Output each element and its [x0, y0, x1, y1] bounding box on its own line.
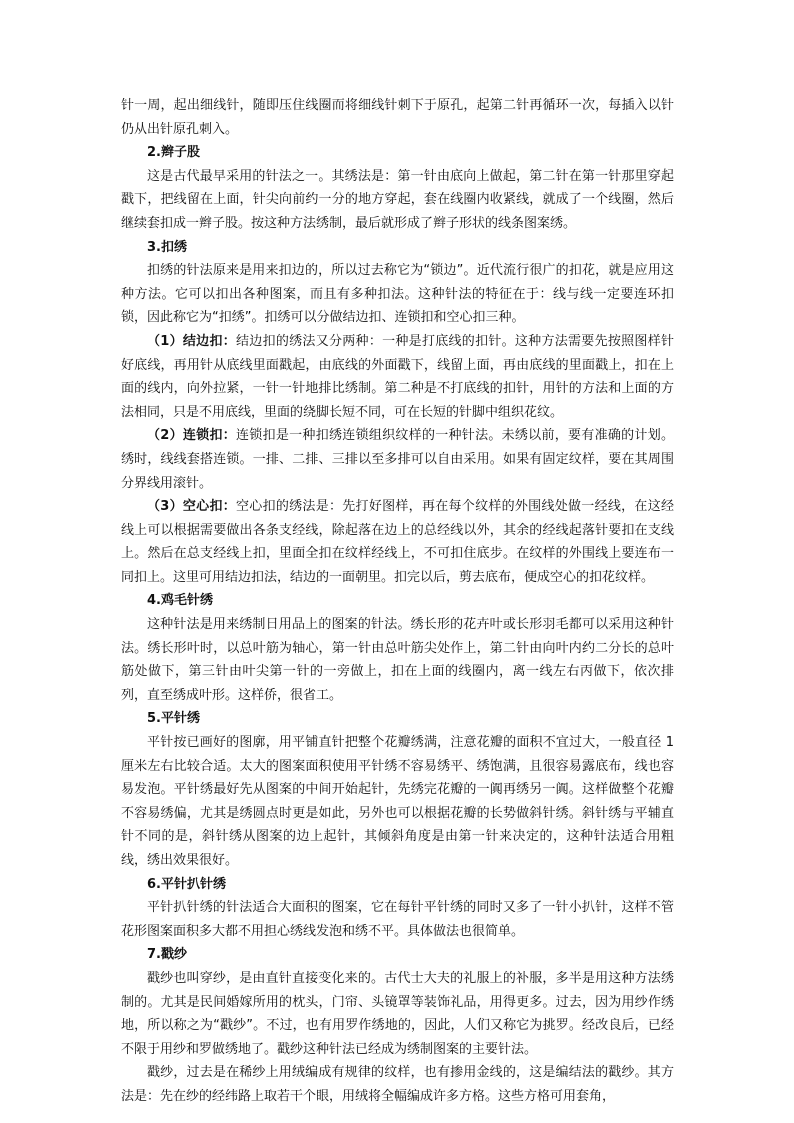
subsection-2 [121, 424, 674, 495]
subsection-3 [121, 495, 674, 589]
section-heading-7: 7.戳纱 [147, 947, 187, 963]
section-heading-6: 6.平针扒针绣 [147, 876, 226, 892]
paragraph: 戳纱也叫穿纱，是由直针直接变化来的。古代士大夫的礼服上的补服，多半是用这种方法绣制的。尤其是民间婚嫁所用的枕头，门帘、头镜罩等装饰礼品，用得更多。过去，因为用纱作绣地，所以称之为“戳纱”。不过，也有用罗作绣地的，因此，人们又称它为挑罗。经改良后，已经不限于用纱和罗做绣地了。戳纱这种针法已经成为绣制图案的主要针法。 [121, 970, 674, 1057]
paragraph: 扣绣的针法原来是用来扣边的，所以过去称它为“锁边”。近代流行很广的扣花，就是应用这种方法。它可以扣出各种图案，而且有多种扣法。这种针法的特征在于：线与线一定要连环扣锁，因此称它为“扣绣”。扣绣可以分做结边扣、连锁扣和空心扣三种。 [121, 263, 674, 326]
paragraph: 这种针法是用来绣制日用品上的图案的针法。绣长形的花卉叶或长形羽毛都可以采用这种针法。绣长形叶时，以总叶筋为轴心，第一针由总叶筋尖处作上，第二针由向叶内约二分长的总叶筋处做下，第三针由叶尖第一针的一旁做上，扣在上面的线圈内，离一线左右丙做下，依次排列，直至绣成叶形。这样侨，很省工。 [121, 617, 674, 703]
paragraph: 平针扒针绣的针法适合大面积的图案，它在每针平针绣的同时又多了一针小扒针，这样不管花形图案面积多大都不用担心绣线发泡和绣不平。具体做法也很简单。 [121, 900, 674, 939]
subsection-label: （3）空心扣： [147, 499, 237, 515]
paragraph: 戳纱，过去是在稀纱上用绒编成有规律的纹样，也有掺用金线的，这是编结法的戳纱。其方法是：先在纱的经纬路上取若干个眼，用绒将全幅编成许多方格。这些方格可用套角， [121, 1065, 674, 1104]
paragraph: 针一周，起出细线针，随即压住线圈而将细线针刺下于原孔，起第二针再循环一次，每插入以针仍从出针原孔刺入。 [121, 98, 674, 137]
section-heading-4: 4.鸡毛针绣 [147, 593, 213, 609]
subsection-text: 连锁扣是一种扣绣连锁组织纹样的一种针法。未绣以前，要有准确的计划。绣时，线线套搭连锁。一排、二排、三排以至多排可以自由采用。如果有固定纹样，要在其周围分界线用滚针。 [121, 428, 674, 491]
paragraph: 平针按已画好的图廓，用平铺直针把整个花瓣绣满，注意花瓣的面积不宜过大，一般直径 1 厘米左右比较合适。太大的图案面积使用平针绣不容易绣平、绣饱满，且很容易露底布，线也容易发泡。平针绣最好先从图案的中间开始起针，先绣完花瓣的一阗再绣另一阗。这样做整个花瓣不容易绣偏，尤其是绣圆点时更是如此，另外也可以根据花瓣的长势做斜针绣。斜针绣与平辅直针不同的是，斜针绣从图案的边上起针，其倾斜角度是由第一针来决定的，这种针法适合用粗线，绣出效果很好。 [121, 735, 674, 868]
document-page [121, 94, 674, 1109]
subsection-label: （1）结边扣： [147, 333, 237, 349]
subsection-1 [121, 330, 674, 424]
section-heading-2: 2.辫子股 [147, 145, 200, 161]
section-heading-3: 3.扣绣 [147, 239, 187, 255]
subsection-text: 空心扣的绣法是：先打好图样，再在每个纹样的外围线处做一经线，在这经线上可以根据需要做出各条支经线，除起落在边上的总经线以外，其余的经线起落针要扣在支线上。然后在总支经线上扣，里面全扣在纹样经线上，不可扣住底步。在纹样的外围线上要连布一同扣上。这里可用结边扣法，结边的一面朝里。扣完以后，剪去底布，便成空心的扣花纹样。 [121, 499, 674, 585]
paragraph: 这是古代最早采用的针法之一。其绣法是：第一针由底向上做起，第二针在第一针那里穿起戳下，把线留在上面，针尖向前约一分的地方穿起，套在线圈内收紧线，就成了一个线圈，然后继续套扣成一辫子股。按这种方法绣制，最后就形成了辫子形状的线条图案绣。 [121, 168, 674, 231]
section-heading-5: 5.平针绣 [147, 711, 200, 727]
subsection-label: （2）连锁扣： [147, 428, 237, 444]
subsection-text: 结边扣的绣法又分两种：一种是打底线的扣针。这种方法需要先按照图样针好底线，再用针从底线里面戳起，由底线的外面戳下，线留上面，再由底线的里面戳上，扣在上面的线内，向外拉紧，一针一针地排比绣制。第二种是不打底线的扣针，用针的方法和上面的方法相同，只是不用底线，里面的绕脚长短不同，可在长短的针脚中组织花纹。 [121, 333, 674, 420]
